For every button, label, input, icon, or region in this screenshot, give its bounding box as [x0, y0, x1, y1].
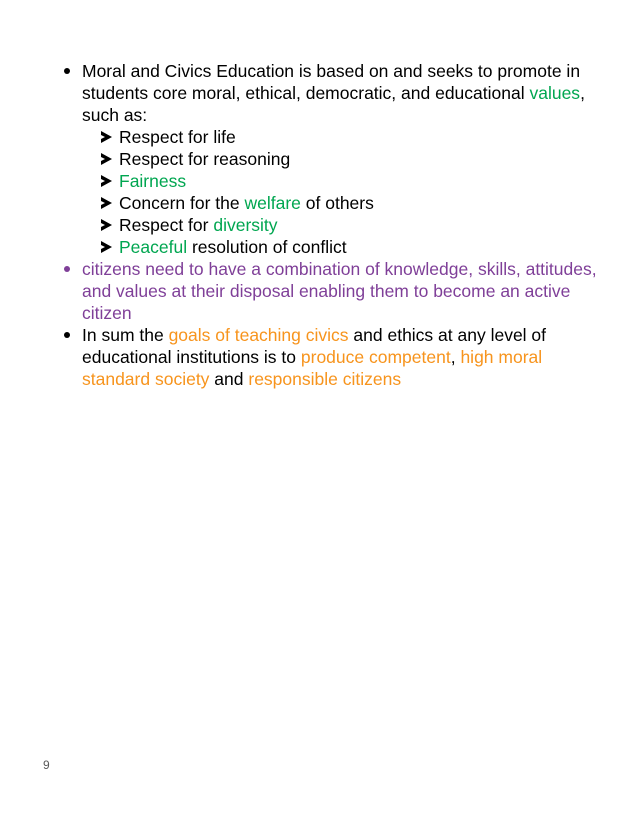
sub-item-text: of others	[300, 193, 374, 213]
sub-item-highlight: welfare	[244, 193, 301, 213]
bullet-text: ,	[450, 347, 461, 367]
arrowhead-bullet-icon	[101, 175, 112, 187]
bullet-text: and ethics at any level of educational institutions is to	[82, 325, 547, 367]
sub-item-peaceful	[100, 236, 602, 258]
sub-item-respect-life	[100, 126, 602, 148]
arrowhead-bullet-icon	[101, 197, 112, 209]
highlight-responsible-citizens: responsible citizens	[248, 369, 402, 389]
bullet-dot-icon	[64, 68, 70, 74]
sub-item-highlight: Fairness	[119, 171, 187, 191]
arrowhead-bullet-icon	[101, 153, 112, 165]
bullet-text: citizens need to have a combination of knowledge, skills, attitudes, and values at their disposal enabling them to become an active citizen	[82, 259, 597, 323]
bullet-text: , such as:	[82, 83, 585, 125]
sub-item-highlight: diversity	[213, 215, 278, 235]
bullet-text: In sum the	[82, 325, 169, 345]
sub-bullet-list	[82, 126, 602, 258]
sub-item-text: Respect for life	[119, 127, 236, 147]
slide-content	[62, 60, 602, 390]
bullet-item-moral-civics	[62, 60, 602, 258]
sub-item-text: Respect for	[119, 215, 214, 235]
bullet-text: Moral and Civics Education is based on and seeks to promote in students core moral, ethical, democratic, and educational	[82, 61, 581, 103]
highlight-goals: goals of teaching civics	[168, 325, 349, 345]
bullet-item-in-sum	[62, 324, 602, 390]
arrowhead-bullet-icon	[101, 219, 112, 231]
sub-item-welfare	[100, 192, 602, 214]
sub-item-text: Respect for reasoning	[119, 149, 291, 169]
bullet-dot-icon	[64, 266, 70, 272]
page-number: 9	[43, 758, 50, 772]
sub-item-fairness	[100, 170, 602, 192]
bullet-list	[62, 60, 602, 390]
highlight-values: values	[529, 83, 581, 103]
arrowhead-bullet-icon	[101, 241, 112, 253]
highlight-produce-competent: produce competent	[300, 347, 451, 367]
sub-item-highlight: Peaceful	[119, 237, 188, 257]
highlight-high-moral: high moral standard society	[82, 347, 543, 389]
sub-item-diversity	[100, 214, 602, 236]
bullet-text: and	[209, 369, 249, 389]
arrowhead-bullet-icon	[101, 131, 112, 143]
sub-item-respect-reasoning	[100, 148, 602, 170]
bullet-item-citizens	[62, 258, 602, 324]
sub-item-text: Concern for the	[119, 193, 245, 213]
bullet-dot-icon	[64, 332, 70, 338]
sub-item-text: resolution of conflict	[187, 237, 347, 257]
